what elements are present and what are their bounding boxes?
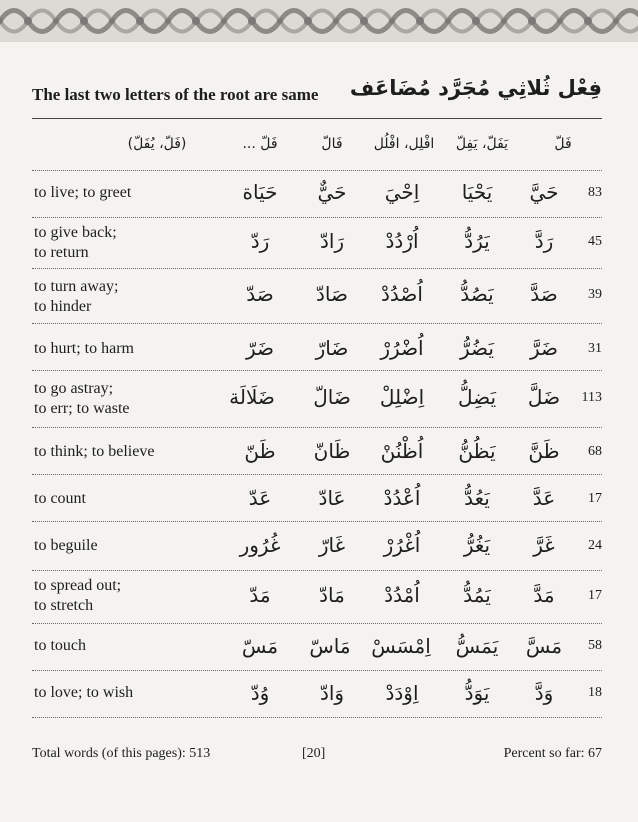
word-count: 68	[588, 444, 602, 459]
table-row	[32, 671, 602, 717]
table-row	[32, 218, 602, 268]
participle: عَادّ	[318, 486, 346, 510]
imperative: اُرْدُدْ	[385, 229, 419, 253]
imperative: اِوْدَدْ	[385, 681, 419, 705]
col-header-noun: فَلّ ...	[242, 136, 278, 152]
table-row	[32, 428, 602, 474]
total-words: Total words (of this pages): 513	[32, 746, 211, 761]
column-headers	[32, 126, 602, 166]
imperative: اُغْرُرْ	[383, 533, 421, 557]
table-row	[32, 269, 602, 323]
masdar: مَسّ	[241, 634, 279, 658]
imperfect: يَوَدُّ	[464, 681, 490, 705]
perfect: مَسَّ	[525, 634, 563, 658]
imperfect: يَعُدُّ	[464, 486, 490, 510]
word-count: 58	[588, 638, 602, 653]
participle: مَادّ	[319, 583, 345, 607]
participle: ضَالّ	[313, 385, 351, 409]
word-count: 18	[588, 685, 602, 700]
word-count: 24	[588, 538, 602, 553]
masdar: ضَلَالَة	[229, 385, 275, 409]
imperfect: يَمَسُّ	[455, 634, 499, 658]
perfect: غَرَّ	[533, 533, 555, 557]
masdar: غُرُور	[239, 533, 281, 557]
imperative: اِضْلِلْ	[379, 385, 425, 409]
col-header-imperfect: يَفَلّ، يَفِلّ	[455, 136, 509, 152]
word-count: 83	[588, 185, 602, 200]
imperative: اُمْدُدْ	[384, 583, 420, 607]
meaning: to live; to greet	[34, 184, 132, 201]
meaning: to think; to believe	[34, 443, 155, 460]
imperative: اُضْرُرْ	[380, 336, 424, 360]
meaning: to touch	[34, 637, 86, 654]
col-header-masdar: (فَلّ، يُفَلّ)	[127, 136, 187, 152]
perfect: عَدَّ	[532, 486, 556, 510]
col-header-imperative: افْلِل، افْلُل	[373, 136, 435, 152]
percent-so-far: Percent so far: 67	[503, 746, 602, 761]
participle: غَارّ	[318, 533, 346, 557]
meaning: to love; to wish	[34, 684, 134, 701]
participle: صَادّ	[316, 282, 348, 306]
col-header-participle: فَالّ	[321, 136, 343, 152]
decorative-banner	[0, 0, 638, 42]
imperfect: يَغُرُّ	[463, 533, 491, 557]
table-row	[32, 571, 602, 623]
participle: رَادّ	[319, 229, 345, 253]
pattern-ornament	[0, 0, 638, 42]
imperative: اِحْيَ	[384, 180, 420, 204]
imperative: اُظْنُنْ	[380, 439, 424, 463]
masdar: وُدّ	[250, 681, 270, 705]
meaning: to go astray; to err; to waste	[34, 380, 130, 417]
participle: مَاسّ	[309, 634, 351, 658]
imperative: اِمْسَسْ	[371, 634, 431, 658]
imperfect: يَمُدُّ	[463, 583, 491, 607]
row-divider	[32, 717, 602, 718]
perfect: رَدَّ	[534, 229, 554, 253]
table-row	[32, 324, 602, 370]
word-count: 113	[581, 390, 602, 405]
masdar: مَدّ	[249, 583, 271, 607]
masdar: رَدّ	[250, 229, 270, 253]
table-row	[32, 522, 602, 570]
participle: ضَارّ	[315, 336, 349, 360]
word-count: 17	[588, 588, 602, 603]
table-row	[32, 475, 602, 521]
word-count: 31	[588, 341, 602, 356]
meaning: to beguile	[34, 537, 98, 554]
table-row	[32, 624, 602, 670]
masdar: حَيَاة	[242, 180, 278, 204]
perfect: ظَنَّ	[528, 439, 560, 463]
meaning: to count	[34, 490, 86, 507]
perfect: صَدَّ	[530, 282, 558, 306]
title-english: The last two letters of the root are same	[32, 85, 319, 104]
table-row	[32, 171, 602, 217]
imperfect: يَضُرُّ	[460, 336, 494, 360]
imperfect: يَرُدُّ	[464, 229, 490, 253]
perfect: حَيَّ	[529, 180, 559, 204]
masdar: صَدّ	[246, 282, 274, 306]
masdar: ظَنّ	[244, 439, 276, 463]
word-count: 17	[588, 491, 602, 506]
meaning: to spread out; to stretch	[34, 577, 122, 614]
word-count: 45	[588, 234, 602, 249]
page-title	[32, 72, 602, 116]
col-header-perfect: فَلّ	[554, 136, 572, 152]
imperfect: يَصُدُّ	[460, 282, 494, 306]
title-arabic: فِعْل ثُلاثِي مُجَرَّد مُضَاعَف	[349, 76, 602, 100]
table-row	[32, 371, 602, 427]
title-rule	[32, 118, 602, 119]
imperative: اُعْدُدْ	[383, 486, 421, 510]
masdar: ضَرّ	[245, 336, 275, 360]
perfect: ضَرَّ	[529, 336, 559, 360]
perfect: مَدَّ	[533, 583, 555, 607]
word-count: 39	[588, 287, 602, 302]
perfect: ضَلَّ	[527, 385, 561, 409]
page-number: [20]	[302, 746, 326, 761]
meaning: to hurt; to harm	[34, 340, 134, 357]
perfect: وَدَّ	[534, 681, 554, 705]
participle: وَادّ	[319, 681, 345, 705]
participle: حَيٌّ	[317, 180, 347, 204]
meaning: to turn away; to hinder	[34, 278, 119, 315]
imperfect: يَحْيَا	[461, 180, 493, 204]
imperfect: يَظُنُّ	[458, 439, 496, 463]
masdar: عَدّ	[248, 486, 272, 510]
meaning: to give back; to return	[34, 224, 117, 261]
imperative: اُصْدُدْ	[381, 282, 423, 306]
participle: ظَانّ	[313, 439, 351, 463]
imperfect: يَضِلُّ	[457, 385, 497, 409]
